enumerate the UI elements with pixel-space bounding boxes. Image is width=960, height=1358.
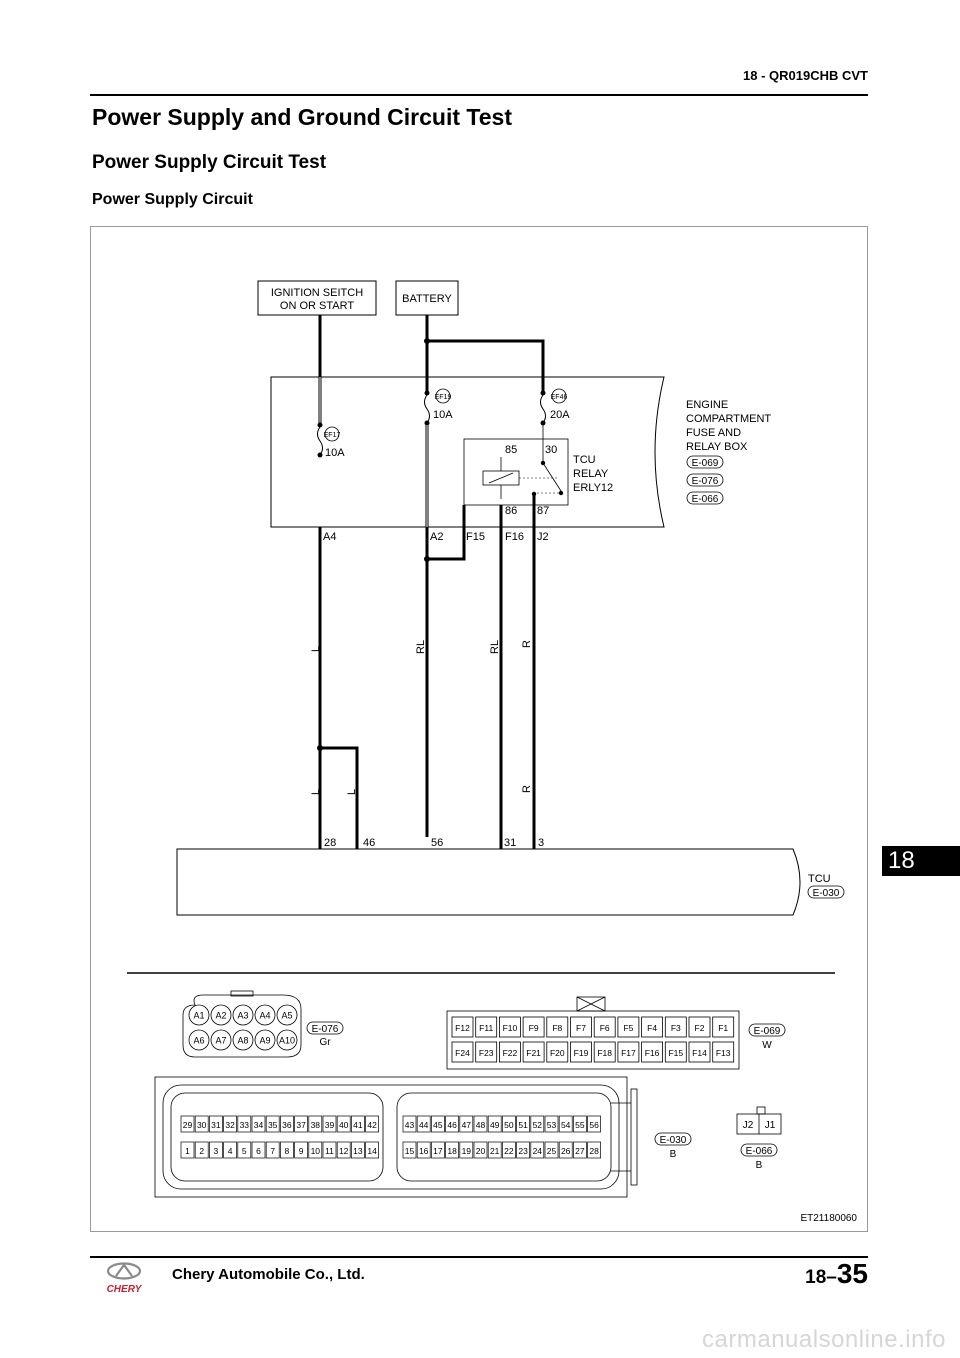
connector-e030-housing [155,1077,627,1197]
pin-label: F21 [526,1048,541,1058]
pin-label: 27 [575,1146,585,1156]
connector-e069-color: W [762,1040,772,1051]
ignition-label-1: IGNITION SEITCH [270,287,364,299]
pin-label: F18 [597,1048,613,1058]
section-title: Power Supply Circuit Test [92,152,327,173]
pin-label: F7 [576,1023,586,1033]
pin-label: 50 [504,1120,514,1130]
pin-label: 15 [404,1146,415,1156]
connector-e069-face-label: E-069 [753,1026,781,1037]
pin-label: F11 [479,1023,494,1033]
pin-label: F23 [478,1048,494,1058]
page-section: 18– [805,1267,837,1288]
pin-label: F24 [455,1048,470,1058]
header-rule [90,94,868,96]
tcu-box [177,849,800,915]
pin-label: F17 [621,1048,636,1058]
relay-pin-85: 85 [505,444,518,456]
pin-label: 6 [256,1146,261,1156]
pin-label: F9 [528,1023,539,1033]
chapter-tab: 18 [882,846,960,876]
ignition-label-2: ON OR START [279,300,355,312]
pin-label: 47 [461,1120,472,1130]
relay-switch-arm [543,463,561,491]
chery-logo-text: CHERY [106,1284,142,1294]
connector-e066-latch [757,1107,765,1114]
relay-contact-node [559,491,563,495]
tcu-pin-28: 28 [324,837,337,849]
pin-label: 11 [325,1146,334,1156]
pin-label: 46 [447,1120,457,1130]
pin-label: A2 [215,1010,227,1021]
pin-label: 29 [182,1120,193,1130]
fuse-ef19-top [425,391,430,396]
pin-label: A4 [259,1010,271,1021]
connector-e076-pins [189,1005,297,1050]
connector-e076-label: E-076 [691,476,719,487]
connector-e066-face-label: E-066 [745,1146,773,1157]
pin-label: 22 [504,1146,514,1156]
page-num: 35 [836,1258,868,1289]
pin-label: 8 [284,1146,290,1156]
pin-label: 14 [367,1146,377,1156]
connector-e066-label: E-066 [691,494,719,505]
pin-label: 26 [560,1146,571,1156]
connector-e066-pin-j2: J2 [742,1120,754,1131]
pin-label: A6 [193,1035,205,1046]
fuse-ef19-amp: 10A [433,409,453,421]
pin-label: 25 [546,1146,557,1156]
pin-label: 52 [532,1120,543,1130]
pin-f15-label: F15 [466,531,485,543]
tcu-label: TCU [808,873,831,885]
connector-e076-housing [183,995,301,1057]
splice-a2-f15 [424,556,430,562]
footer-rule [90,1256,868,1258]
pin-label: 41 [353,1120,363,1130]
pin-label: 17 [433,1146,443,1156]
pin-label: 48 [475,1120,486,1130]
subsection-title: Power Supply Circuit [92,191,253,208]
tcu-pin-31: 31 [504,837,517,849]
fuse-ef17-top [318,423,323,428]
pin-label: A8 [237,1035,249,1046]
tcu-pin-3: 3 [538,837,545,849]
pin-label: 55 [575,1120,585,1130]
pin-label: 45 [433,1120,443,1130]
relay-label-1: TCU [573,454,596,466]
pin-j2-label: J2 [537,531,549,543]
box-label-2: COMPARTMENT [686,413,772,425]
box-label-4: RELAY BOX [686,441,748,453]
connector-e030-left-shell [171,1093,383,1181]
pin-label: F19 [573,1048,589,1058]
pin-label: 7 [270,1146,276,1156]
pin-label: 49 [489,1120,500,1130]
fuse-ef46-amp: 20A [550,409,570,421]
tcu-pin-56: 56 [431,837,444,849]
relay-pin-86: 86 [505,505,518,517]
wire-battery-feed [427,315,543,393]
pin-label: 44 [418,1120,429,1130]
pin-label: 24 [532,1146,543,1156]
fuse-ef17-symbol [318,427,323,455]
pin-label: F1 [718,1023,729,1033]
battery-label: BATTERY [402,293,452,305]
fuse-ef46-top [541,391,546,396]
pin-label: F2 [694,1023,705,1033]
connector-e030-side-bar [631,1089,637,1185]
wiring-diagram [90,226,868,1232]
pin-label: A9 [259,1035,271,1046]
pin-label: 12 [338,1146,349,1156]
fuse-ef46-symbol [541,395,546,423]
pin-label: A5 [281,1010,293,1021]
pin-label: 54 [560,1120,571,1130]
pin-label: 56 [589,1120,599,1130]
pin-label: F16 [644,1048,660,1058]
wire-color-rl-f16: RL [489,639,501,654]
pin-label: A1 [193,1010,205,1021]
pin-label: 19 [461,1146,472,1156]
pin-label: 3 [213,1146,219,1156]
pin-label: 42 [367,1120,377,1130]
fuse-ef17-amp: 10A [325,447,345,459]
pin-label: 5 [241,1146,247,1156]
pin-label: 20 [475,1146,486,1156]
pin-label: 39 [324,1120,335,1130]
pin-label: 23 [518,1146,528,1156]
wire-l-46 [320,748,357,849]
pin-label: 34 [253,1120,264,1130]
pin-label: F5 [623,1023,634,1033]
connector-e030-inner [163,1085,619,1189]
fuse-ef17-bottom [318,453,323,458]
connector-e030-pins [181,1116,601,1158]
pin-label: 10 [310,1146,321,1156]
pin-label: 32 [225,1120,235,1130]
wire-color-l-upper: L [310,645,322,652]
pin-label: F8 [552,1023,563,1033]
relay-label-3: ERLY12 [573,482,614,494]
connector-e066-pin-j1: J1 [764,1120,776,1131]
wire-color-l-46: L [346,788,358,795]
pin-f16-label: F16 [505,531,524,543]
connector-e069-label: E-069 [691,458,719,469]
wire-color-r-lower: R [521,785,533,793]
pin-label: 37 [296,1120,306,1130]
pin-label: 13 [353,1146,363,1156]
pin-label: F4 [647,1023,658,1033]
pin-label: 51 [518,1120,528,1130]
pin-label: 31 [211,1120,221,1130]
box-label-1: ENGINE [686,399,729,411]
fuse-ef46-id: EF46 [550,394,568,401]
connector-e030-color: B [669,1149,677,1160]
connector-e076-face-label: E-076 [311,1024,339,1035]
pin-label: F20 [549,1048,565,1058]
relay-pin-87: 87 [537,505,550,517]
tcu-pin-46: 46 [363,837,376,849]
pin-label: F14 [692,1048,707,1058]
pin-a4-label: A4 [323,531,337,543]
pin-label: 35 [267,1120,278,1130]
pin-label: 18 [447,1146,457,1156]
chery-logo [92,1262,156,1294]
pin-label: 28 [589,1146,599,1156]
wire-color-r-upper: R [521,640,533,648]
wire-color-rl-upper: RL [415,639,427,654]
section-header: 18 - QR019CHB CVT [743,68,868,83]
connector-e030-tcu-label: E-030 [812,888,840,899]
wire-color-l-28: L [310,788,322,795]
connector-e069-pins [452,1017,734,1062]
pin-label: F15 [668,1048,684,1058]
pin-label: F13 [715,1048,731,1058]
fuse-ef19-symbol [425,395,430,423]
pin-label: A10 [278,1035,296,1046]
company-name: Chery Automobile Co., Ltd. [172,1266,365,1283]
pin-label: 33 [239,1120,250,1130]
pin-label: F3 [670,1023,681,1033]
pin-label: 21 [489,1146,500,1156]
pin-label: 43 [404,1120,415,1130]
pin-label: 9 [298,1146,304,1156]
pin-a2-label: A2 [430,531,444,543]
chery-logo-emblem-peak [116,1265,132,1276]
box-label-3: FUSE AND [686,427,742,439]
relay-pin-30: 30 [545,444,558,456]
pin-label: 16 [418,1146,429,1156]
pin-label: 1 [185,1146,190,1156]
pin-label: A3 [237,1010,249,1021]
pin-label: A7 [215,1035,227,1046]
connector-e076-color: Gr [319,1037,331,1048]
relay-label-2: RELAY [573,468,609,480]
pin-label: F6 [599,1023,610,1033]
pin-label: F10 [502,1023,518,1033]
pin-label: F22 [502,1048,518,1058]
page-number [805,1258,868,1290]
connector-e030-face-label: E-030 [659,1135,687,1146]
fuse-ef19-id: EF19 [434,394,452,401]
pin-label: 4 [227,1146,233,1156]
wiring-diagram-svg [91,227,869,1233]
figure-id: ET21180060 [800,1213,857,1224]
pin-label: F12 [455,1023,470,1033]
connector-e066-color: B [755,1160,763,1171]
pin-label: 38 [310,1120,321,1130]
pin-label: 30 [196,1120,207,1130]
watermark: carmanualsonline.info [702,1326,946,1353]
page-title: Power Supply and Ground Circuit Test [92,104,512,130]
pin-label: 53 [546,1120,557,1130]
fuse-ef17-id: EF17 [323,432,341,439]
pin-label: 40 [338,1120,349,1130]
connector-e069-housing [447,1011,739,1069]
pin-label: 2 [199,1146,205,1156]
connector-e030-right-shell [397,1093,611,1181]
pin-label: 36 [282,1120,292,1130]
